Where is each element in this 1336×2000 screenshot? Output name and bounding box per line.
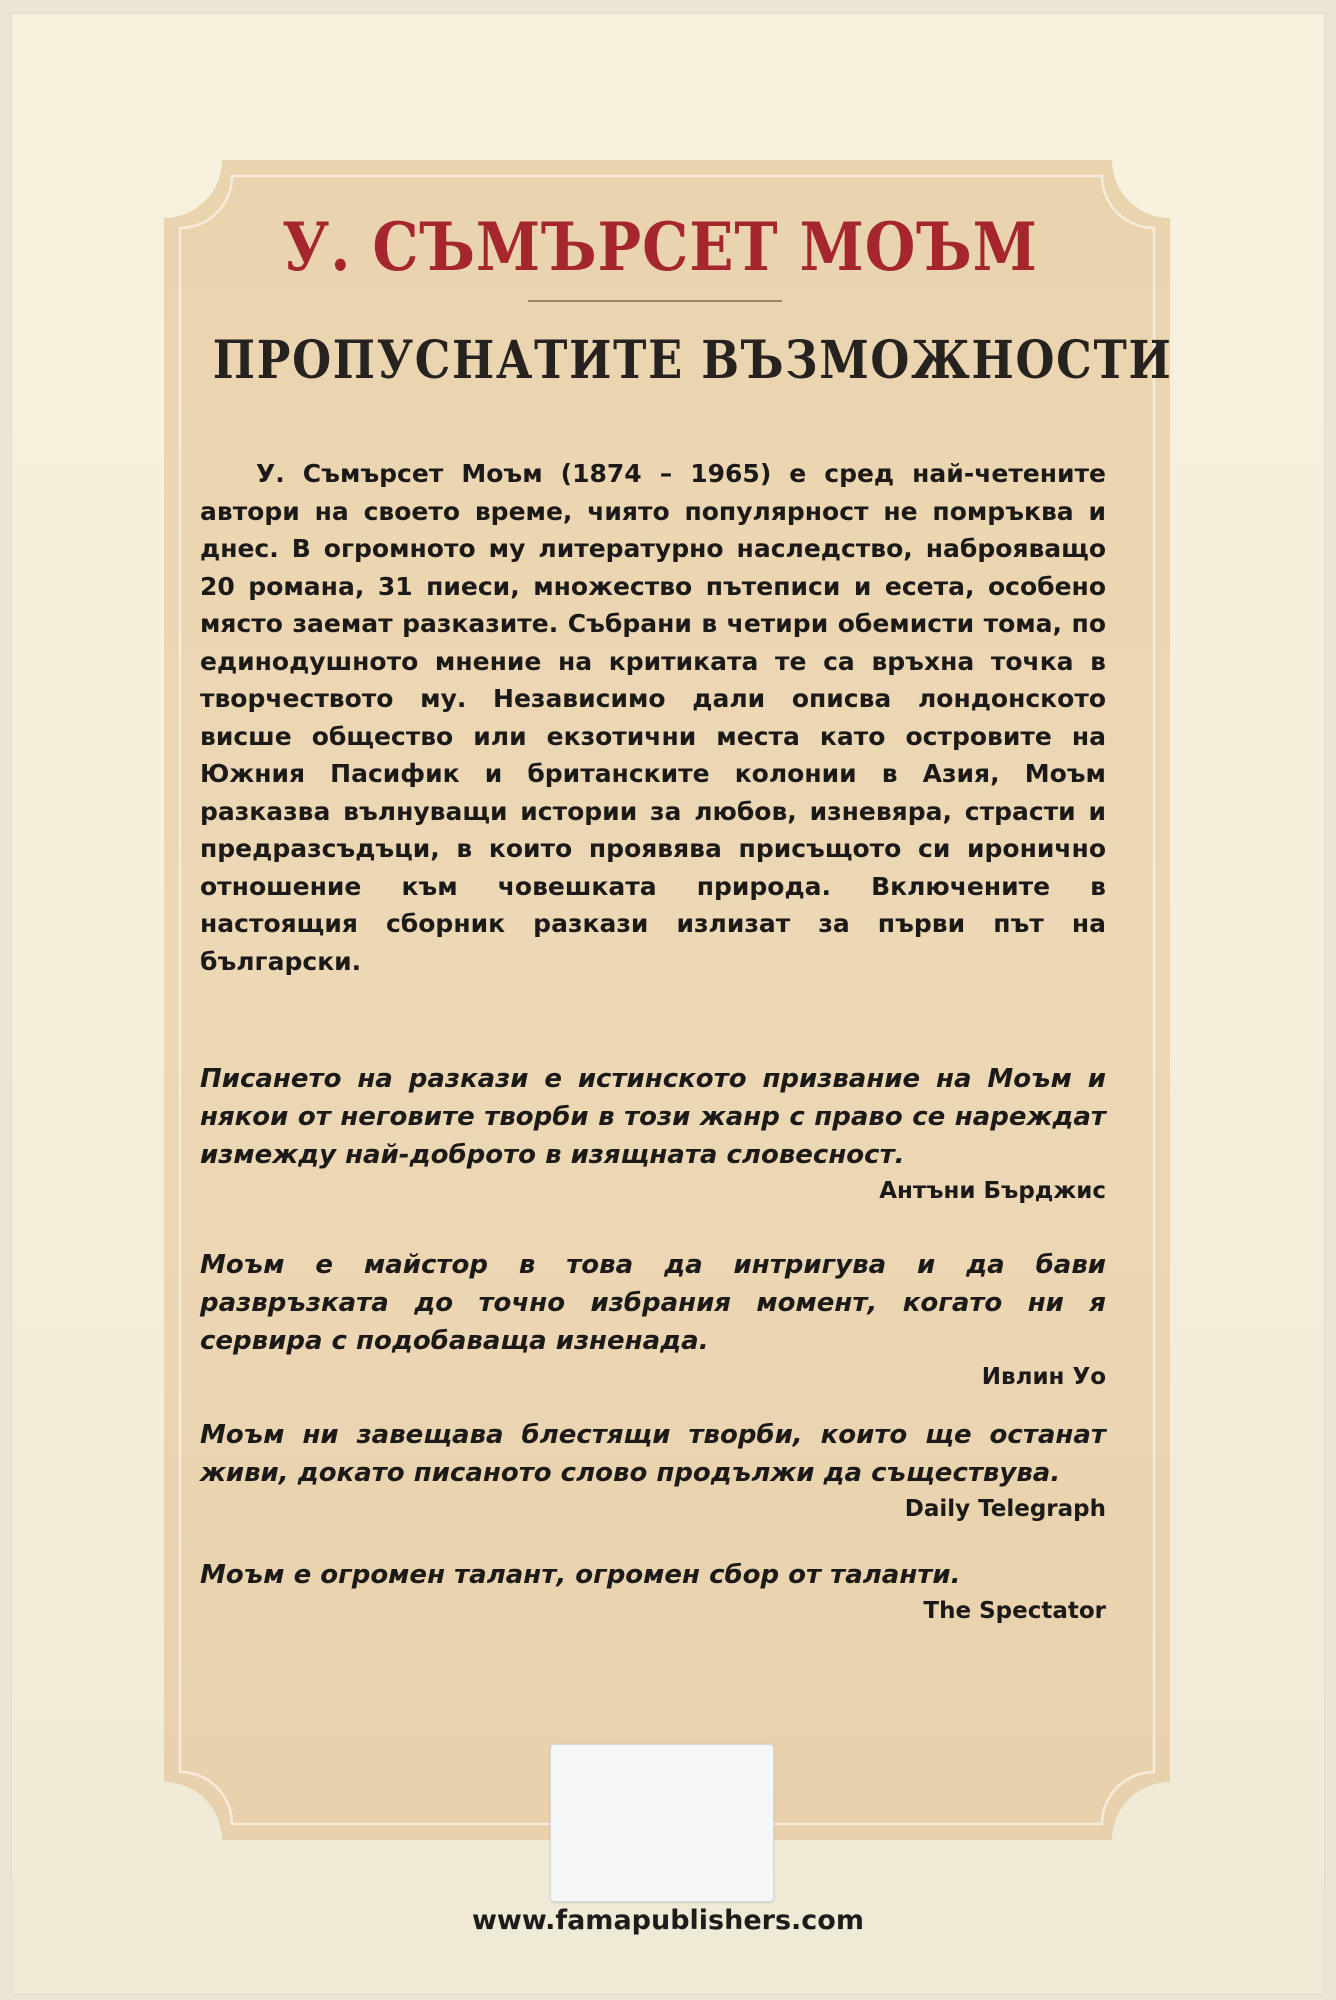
quote-text: Моъм е огромен талант, огромен сбор от таланти. <box>200 1560 961 1590</box>
quote-text: Моъм е майстор в това да интригува и да бави развръзката до точно избрания момент, когато ни я сервира с подобаваща изненада. <box>200 1250 1106 1356</box>
book-title: ПРОПУСНАТИТЕ ВЪЗМОЖНОСТИ <box>212 330 1173 391</box>
author-name: У. СЪМЪРСЕТ МОЪМ <box>282 208 1038 286</box>
publisher-website[interactable]: www.famapublishers.com <box>471 1905 864 1936</box>
book-description: У. Съмърсет Моъм (1874 – 1965) е сред най-четените автори на своето време, чиято популярност не помръква и днес. В огромното му литературно наследство, наброяващо 20 романа, 31 пиеси, множество пътеписи и есета, особено място заемат разказите. Събрани в четири обемисти тома, по единодушното мнение на критиката те са връхна точка в творчеството му. Независимо дали описва лондонското висше общество или екзотични места като островите на Южния Пасифик и британските колонии в Азия, Моъм разказва вълнуващи истории за любов, изневяра, страсти и предразсъдъци, в които проявява присъщото си иронично отношение към човешката природа. Включените в настоящия сборник разкази излизат за първи път на български. <box>200 459 1106 976</box>
quote-source: Daily Telegraph <box>904 1496 1106 1522</box>
quote-item <box>200 1246 1106 1394</box>
quote-item <box>200 1060 1106 1208</box>
quote-source: Антъни Бърджис <box>879 1178 1106 1204</box>
quote-item <box>200 1556 1106 1628</box>
quote-source: Ивлин Уо <box>981 1364 1106 1390</box>
quote-item <box>200 1416 1106 1526</box>
quote-text: Писането на разкази е истинското призвание на Моъм и някои от неговите творби в този жанр с право се нареждат измежду най-доброто в изящната словесност. <box>200 1064 1106 1170</box>
review-quotes <box>200 1060 1106 1628</box>
title-divider <box>528 300 782 302</box>
barcode-sticker <box>550 1744 774 1902</box>
quote-source: The Spectator <box>923 1598 1106 1624</box>
quote-text: Моъм ни завещава блестящи творби, които ще останат живи, докато писаното слово продължи да съществува. <box>200 1420 1106 1488</box>
